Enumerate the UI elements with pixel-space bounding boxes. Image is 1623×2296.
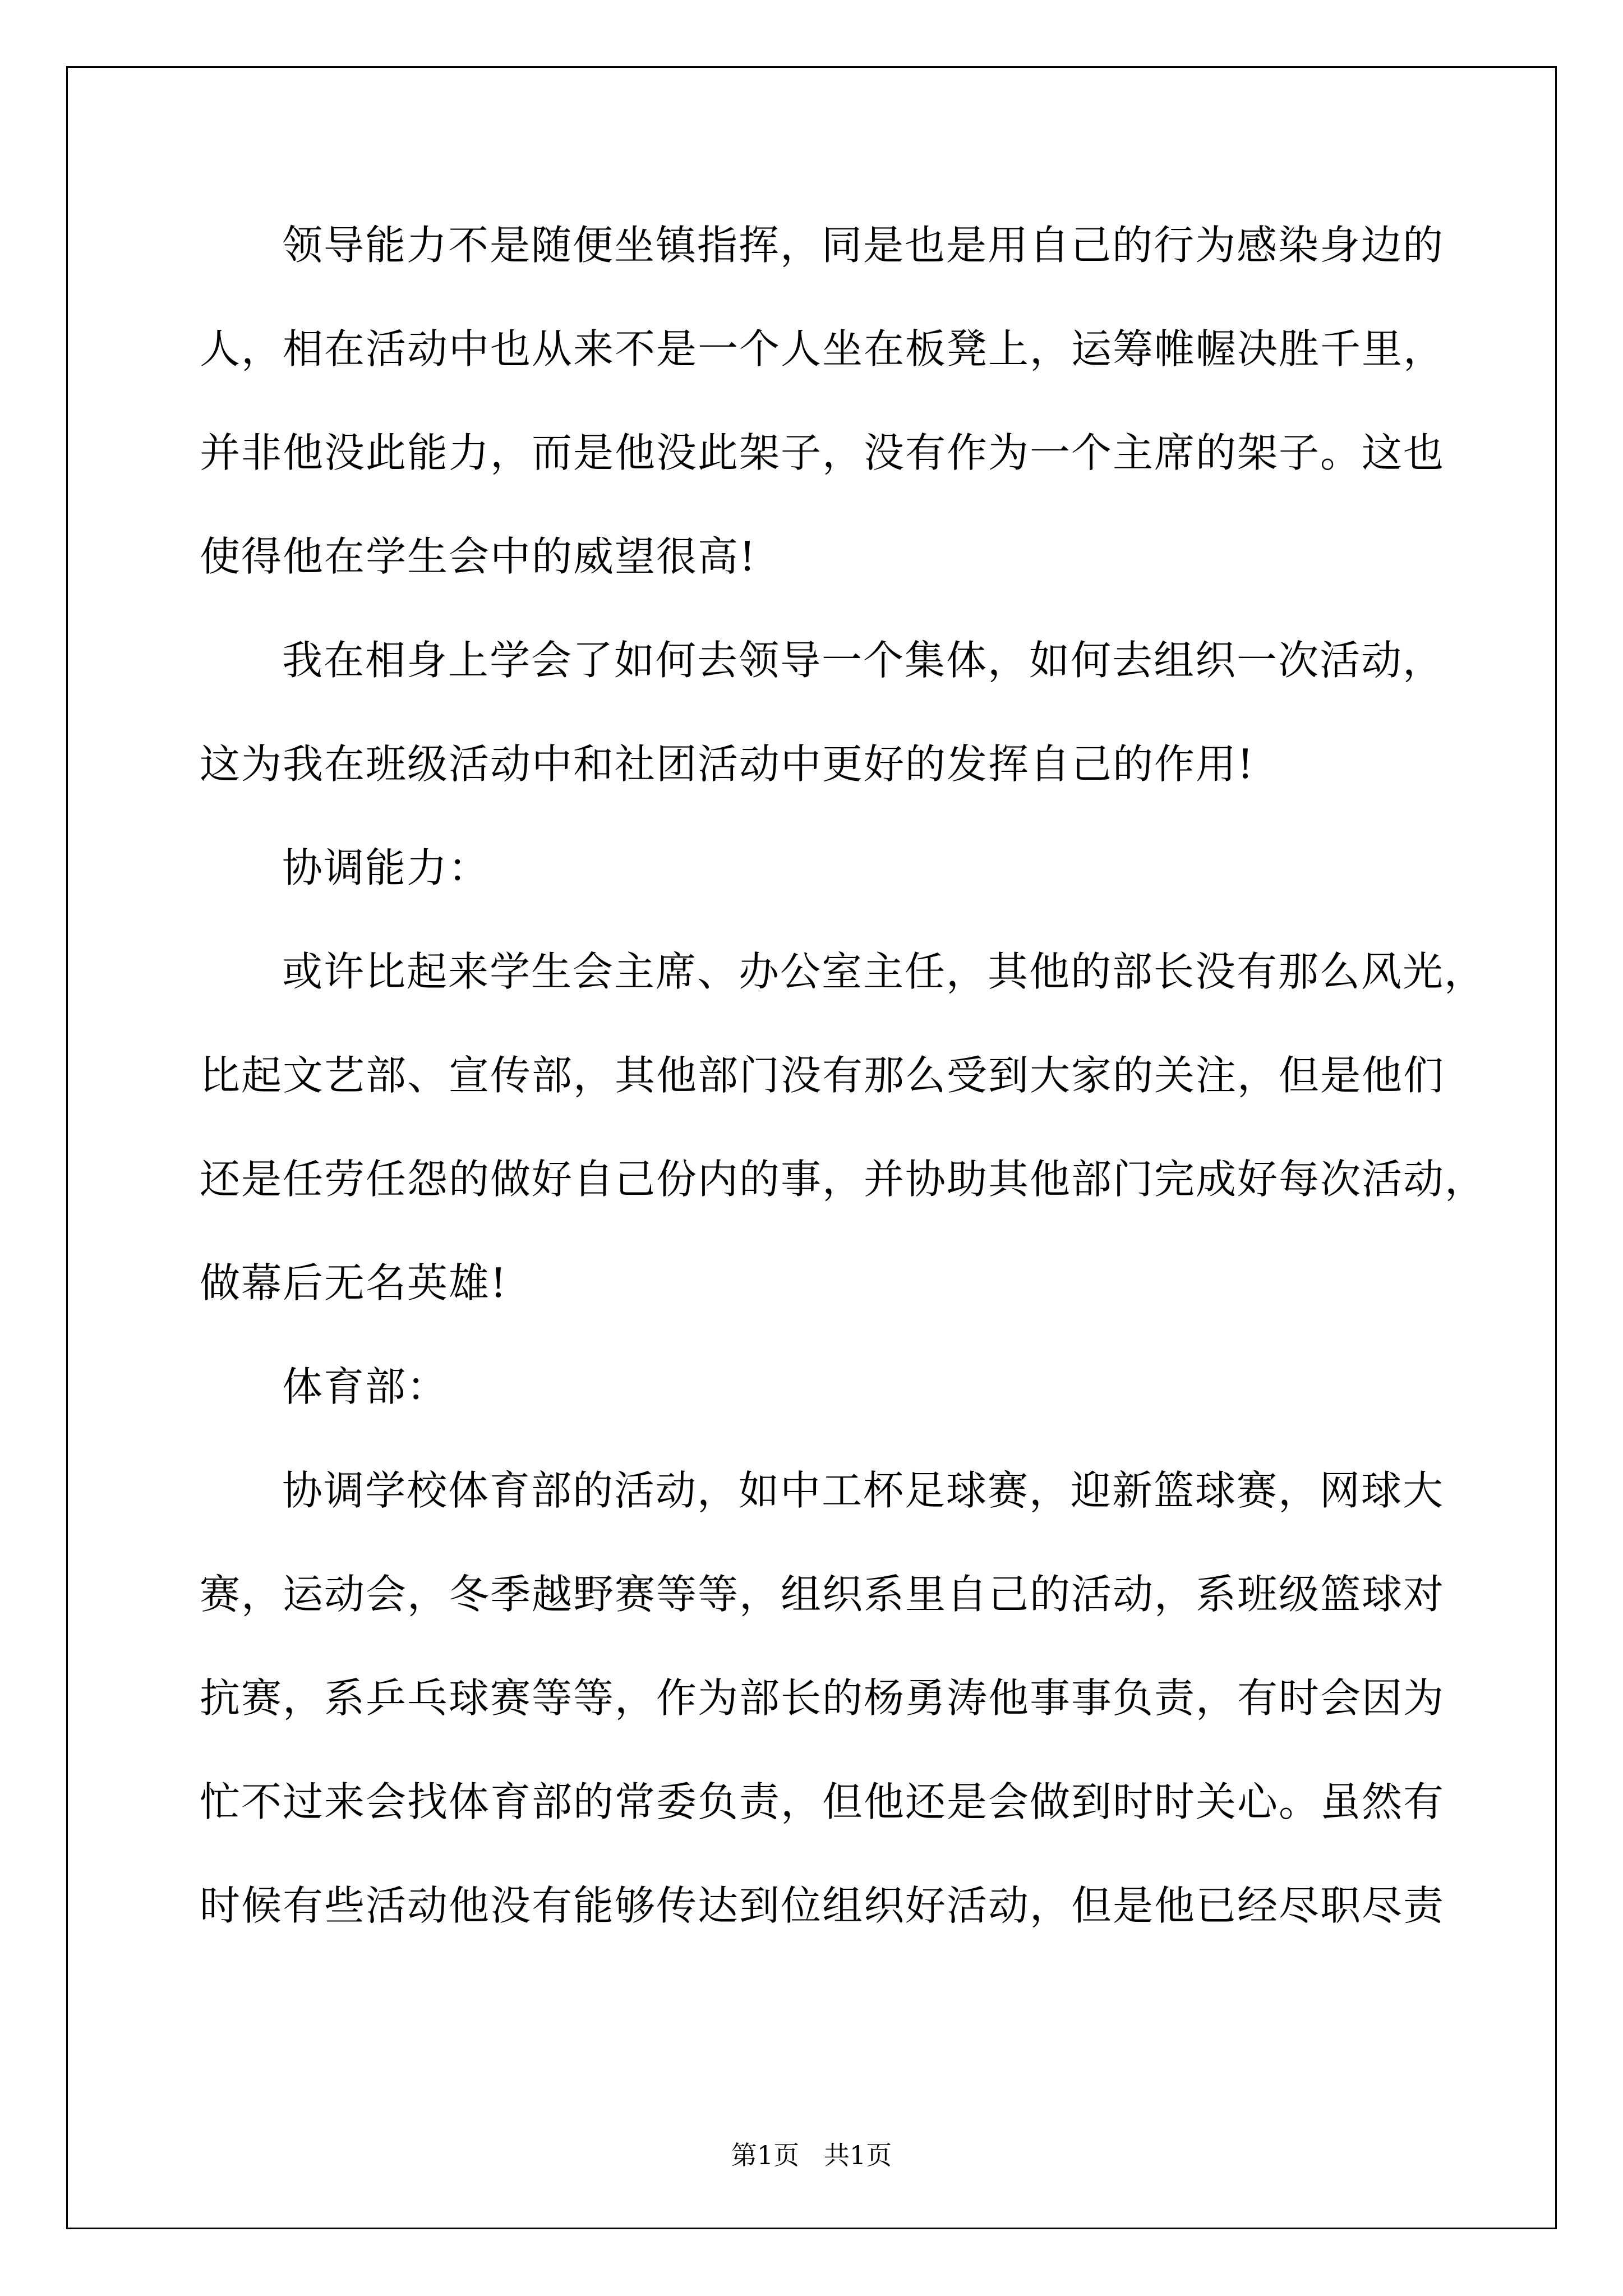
text-line: 体育部： bbox=[282, 1363, 449, 1410]
text-line: 人，相在活动中也从来不是一个人坐在板凳上，运筹帷幄决胜千里， bbox=[200, 325, 1445, 372]
text-line: 我在相身上学会了如何去领导一个集体，如何去组织一次活动， bbox=[282, 637, 1445, 684]
text-line: 做幕后无名英雄! bbox=[200, 1259, 508, 1306]
text-line: 赛，运动会，冬季越野赛等等，组织系里自己的活动，系班级篮球对 bbox=[200, 1571, 1445, 1618]
text-line: 比起文艺部、宣传部，其他部门没有那么受到大家的关注，但是他们 bbox=[200, 1052, 1445, 1099]
page-footer: 第1页 共1页 bbox=[731, 2140, 892, 2170]
text-line: 协调能力： bbox=[282, 844, 490, 891]
text-line: 领导能力不是随便坐镇指挥，同是也是用自己的行为感染身边的 bbox=[282, 222, 1445, 269]
text-line: 忙不过来会找体育部的常委负责，但他还是会做到时时关心。虽然有 bbox=[200, 1778, 1445, 1825]
text-line: 还是任劳任怨的做好自己份内的事，并协助其他部门完成好每次活动， bbox=[200, 1156, 1487, 1203]
text-line: 使得他在学生会中的威望很高! bbox=[200, 533, 757, 580]
text-line: 或许比起来学生会主席、办公室主任，其他的部长没有那么风光， bbox=[282, 948, 1486, 995]
text-line: 抗赛，系乒乓球赛等等，作为部长的杨勇涛他事事负责，有时会因为 bbox=[200, 1674, 1445, 1722]
text-line: 时候有些活动他没有能够传达到位组织好活动，但是他已经尽职尽责 bbox=[200, 1882, 1445, 1929]
text-line: 协调学校体育部的活动，如中工杯足球赛，迎新篮球赛，网球大 bbox=[282, 1467, 1445, 1514]
text-line: 这为我在班级活动中和社团活动中更好的发挥自己的作用! bbox=[200, 740, 1255, 788]
text-line: 并非他没此能力，而是他没此架子，没有作为一个主席的架子。这也 bbox=[200, 429, 1445, 476]
document-body bbox=[200, 218, 1487, 1982]
